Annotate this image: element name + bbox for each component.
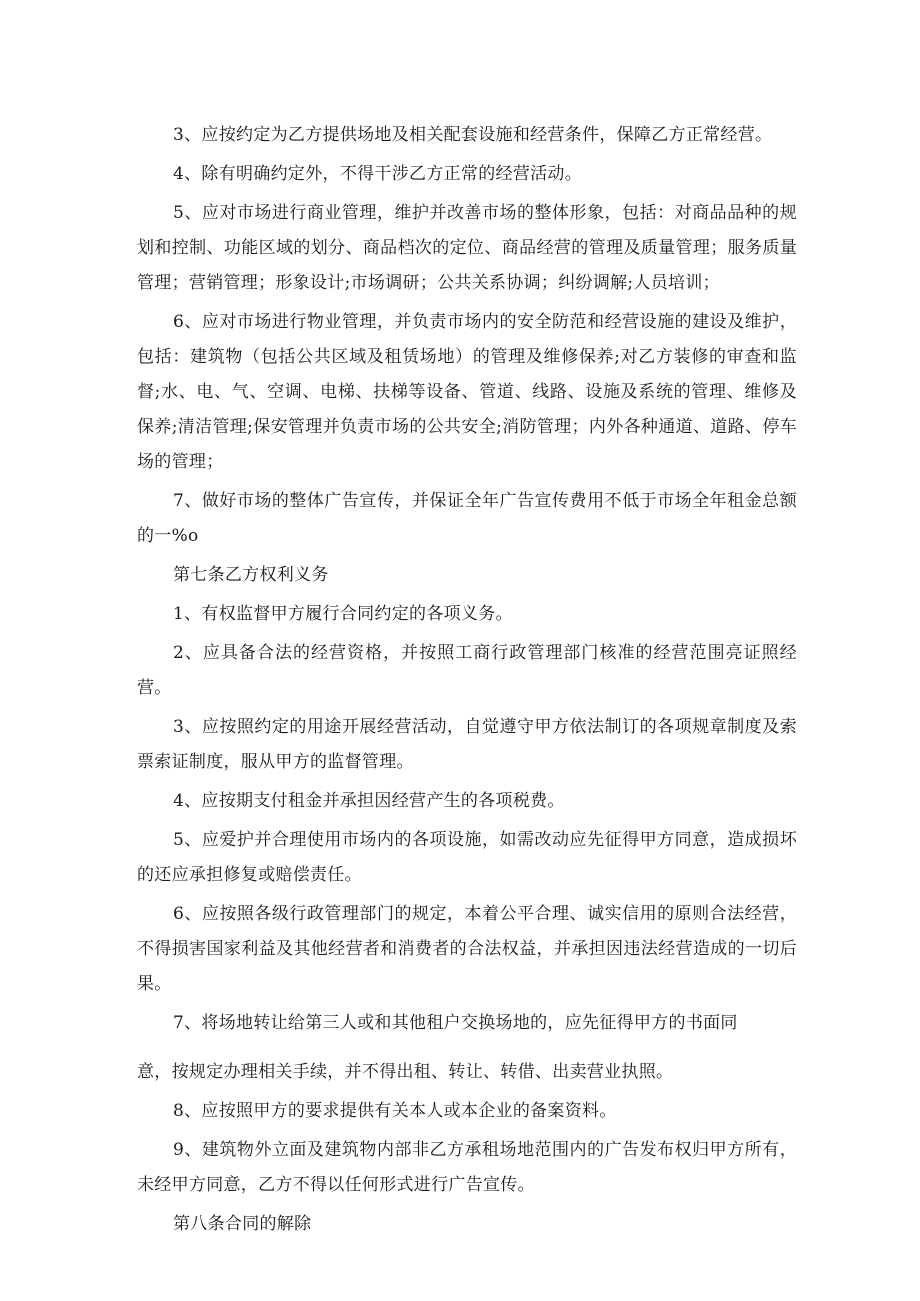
paragraph-right-2: 2、应具备合法的经营资格，并按照工商行政管理部门核准的经营范围亮证照经营。 bbox=[137, 643, 797, 698]
paragraph-obligation-4: 4、除有明确约定外，不得干涉乙方正常的经营活动。 bbox=[173, 164, 583, 184]
paragraph-right-5: 5、应爱护并合理使用市场内的各项设施，如需改动应先征得甲方同意，造成损坏的还应承担修复或赔偿责任。 bbox=[137, 830, 797, 885]
paragraph-right-1: 1、有权监督甲方履行合同约定的各项义务。 bbox=[173, 604, 513, 624]
paragraph-right-3: 3、应按照约定的用途开展经营活动，自觉遵守甲方依法制订的各项规章制度及索票索证制度，服从甲方的监督管理。 bbox=[137, 717, 797, 772]
paragraph-right-7-line-1: 7、将场地转让给第三人或和其他租户交换场地的，应先征得甲方的书面同 bbox=[173, 1013, 738, 1033]
paragraph-obligation-7: 7、做好市场的整体广告宣传，并保证全年广告宣传费用不低于市场全年租金总额的一%o bbox=[137, 491, 797, 546]
paragraph-obligation-5: 5、应对市场进行商业管理，维护并改善市场的整体形象，包括：对商品品种的规划和控制、功能区域的划分、商品档次的定位、商品经营的管理及质量管理；服务质量管理；营销管理；形象设计;市场调研；公共关系协调；纠纷调解;人员培训； bbox=[137, 203, 797, 293]
document-body bbox=[137, 118, 797, 1246]
heading-article-7: 第七条乙方权利义务 bbox=[173, 565, 329, 585]
paragraph-right-4: 4、应按期支付租金并承担因经营产生的各项税费。 bbox=[173, 791, 565, 811]
paragraph-right-8: 8、应按照甲方的要求提供有关本人或本企业的备案资料。 bbox=[173, 1101, 617, 1121]
paragraph-right-9: 9、建筑物外立面及建筑物内部非乙方承租场地范围内的广告发布权归甲方所有，未经甲方同意，乙方不得以任何形式进行广告宣传。 bbox=[137, 1140, 797, 1195]
paragraph-right-7-line-2: 意，按规定办理相关手续，并不得出租、转让、转借、出卖营业执照。 bbox=[137, 1062, 674, 1082]
paragraph-right-6: 6、应按照各级行政管理部门的规定，本着公平合理、诚实信用的原则合法经营，不得损害国家利益及其他经营者和消费者的合法权益，并承担因违法经营造成的一切后果。 bbox=[137, 904, 797, 994]
heading-article-8: 第八条合同的解除 bbox=[173, 1214, 312, 1234]
paragraph-obligation-3: 3、应按约定为乙方提供场地及相关配套设施和经营条件，保障乙方正常经营。 bbox=[173, 125, 773, 145]
paragraph-obligation-6: 6、应对市场进行物业管理，并负责市场内的安全防范和经营设施的建设及维护，包括：建筑物（包括公共区域及租赁场地）的管理及维修保养;对乙方装修的审查和监督;水、电、气、空调、电梯、扶梯等设备、管道、线路、设施及系统的管理、维修及保养;清洁管理;保安管理并负责市场的公共安全;消防管理；内外各种通道、道路、停车场的管理； bbox=[137, 312, 797, 472]
